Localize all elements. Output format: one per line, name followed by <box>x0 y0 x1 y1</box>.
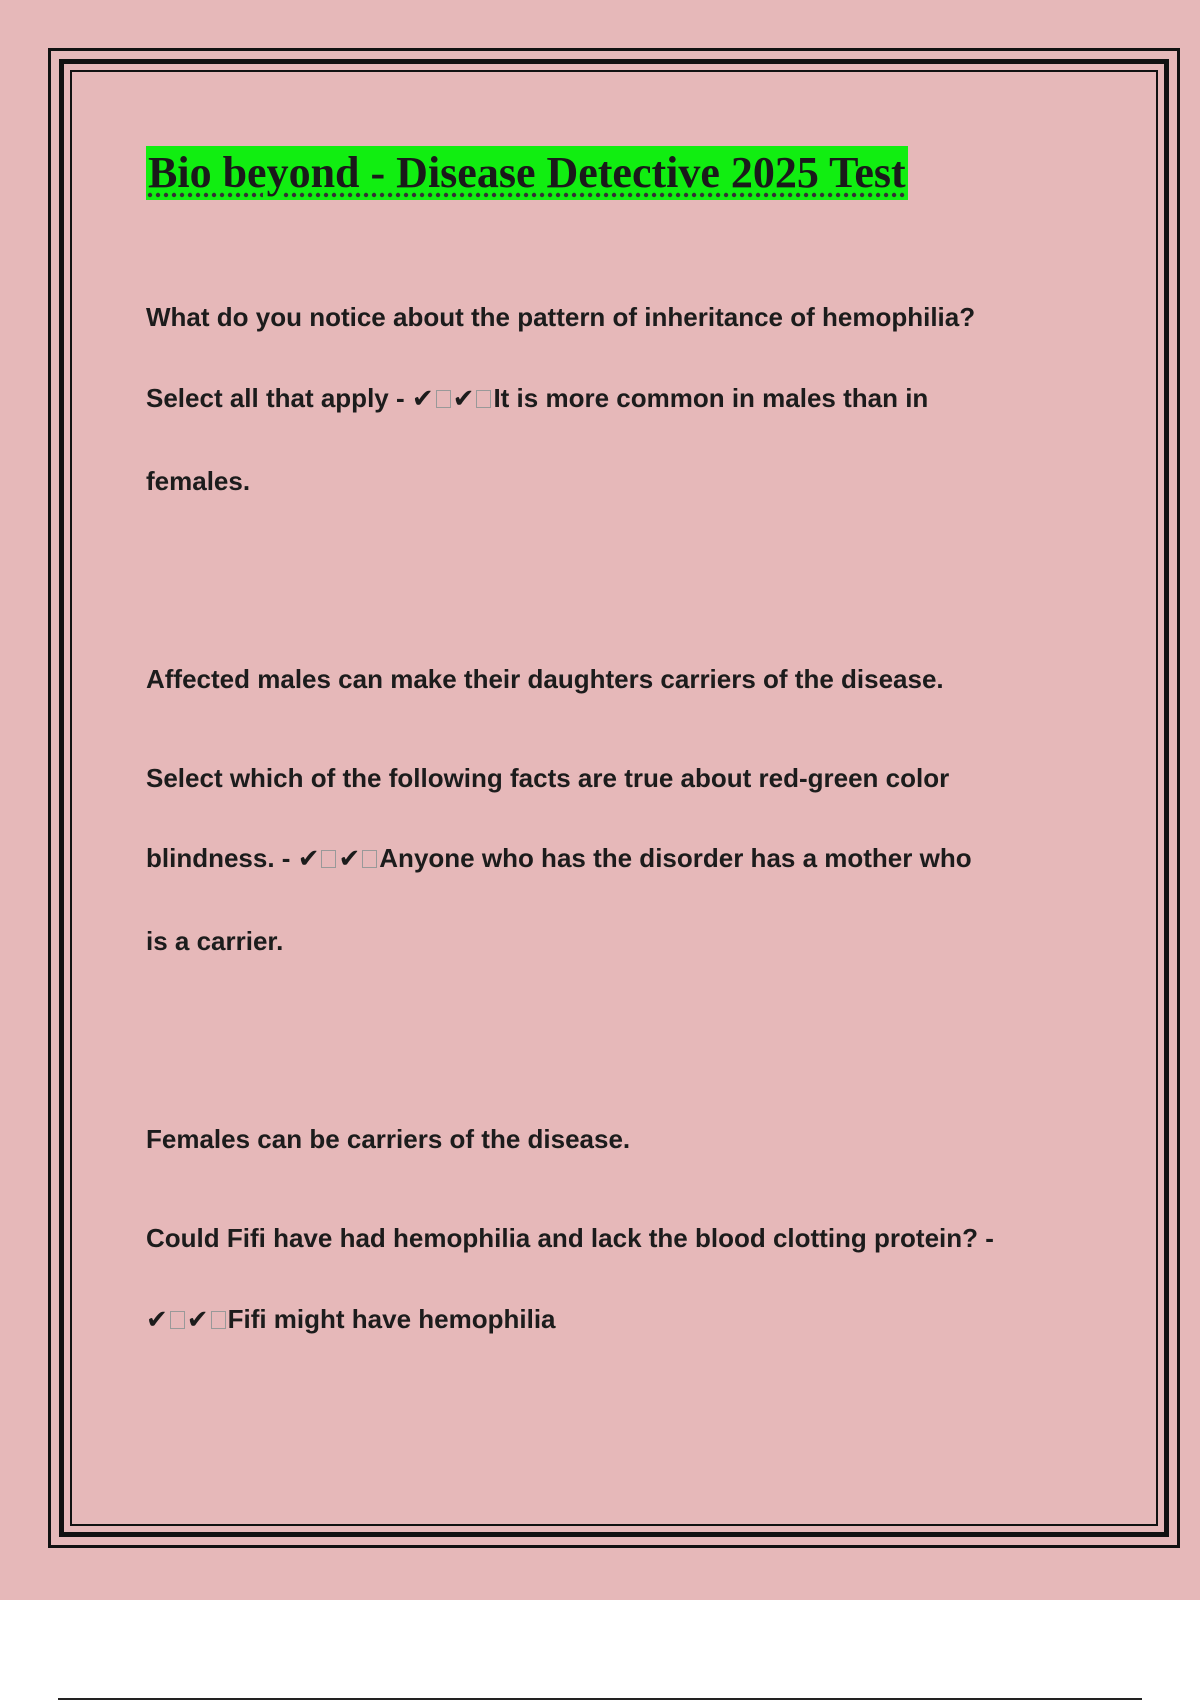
missing-glyph-box-icon <box>436 390 451 408</box>
question-1-answer: It is more common in males than in <box>493 383 929 413</box>
question-2-answer-line <box>146 843 972 874</box>
missing-glyph-box-icon <box>170 1311 185 1329</box>
question-3-answer-line <box>146 1304 556 1335</box>
question-3-answer: Fifi might have hemophilia <box>227 1304 556 1334</box>
checkmark-icon: ✔ <box>411 383 434 413</box>
question-3-text: Could Fifi have had hemophilia and lack the blood clotting protein? - <box>146 1223 994 1253</box>
checkmark-icon: ✔ <box>338 843 361 873</box>
checkmark-icon: ✔ <box>452 383 475 413</box>
missing-glyph-box-icon <box>211 1311 226 1329</box>
question-2-answer: Anyone who has the disorder has a mother who <box>379 843 972 873</box>
question-2-answer-2: Females can be carriers of the disease. <box>146 1124 631 1154</box>
question-2-prefix: blindness. - <box>146 843 298 873</box>
checkmark-icon: ✔ <box>186 1304 209 1334</box>
question-1-answer-continued: females. <box>146 466 251 496</box>
question-1-text: What do you notice about the pattern of inheritance of hemophilia? <box>146 302 976 332</box>
question-1-answer-2: Affected males can make their daughters carriers of the disease. <box>146 664 944 694</box>
checkmark-icon: ✔ <box>297 843 320 873</box>
document-title: Bio beyond - Disease Detective 2025 Test <box>146 146 908 200</box>
question-2-answer-continued: is a carrier. <box>146 926 284 956</box>
checkmark-icon: ✔ <box>146 1304 168 1334</box>
missing-glyph-box-icon <box>476 390 491 408</box>
missing-glyph-box-icon <box>321 850 336 868</box>
missing-glyph-box-icon <box>362 850 377 868</box>
question-1-prefix: Select all that apply - <box>146 383 412 413</box>
question-2-text: Select which of the following facts are true about red-green color <box>146 763 950 793</box>
question-1-answer-line <box>146 383 928 414</box>
